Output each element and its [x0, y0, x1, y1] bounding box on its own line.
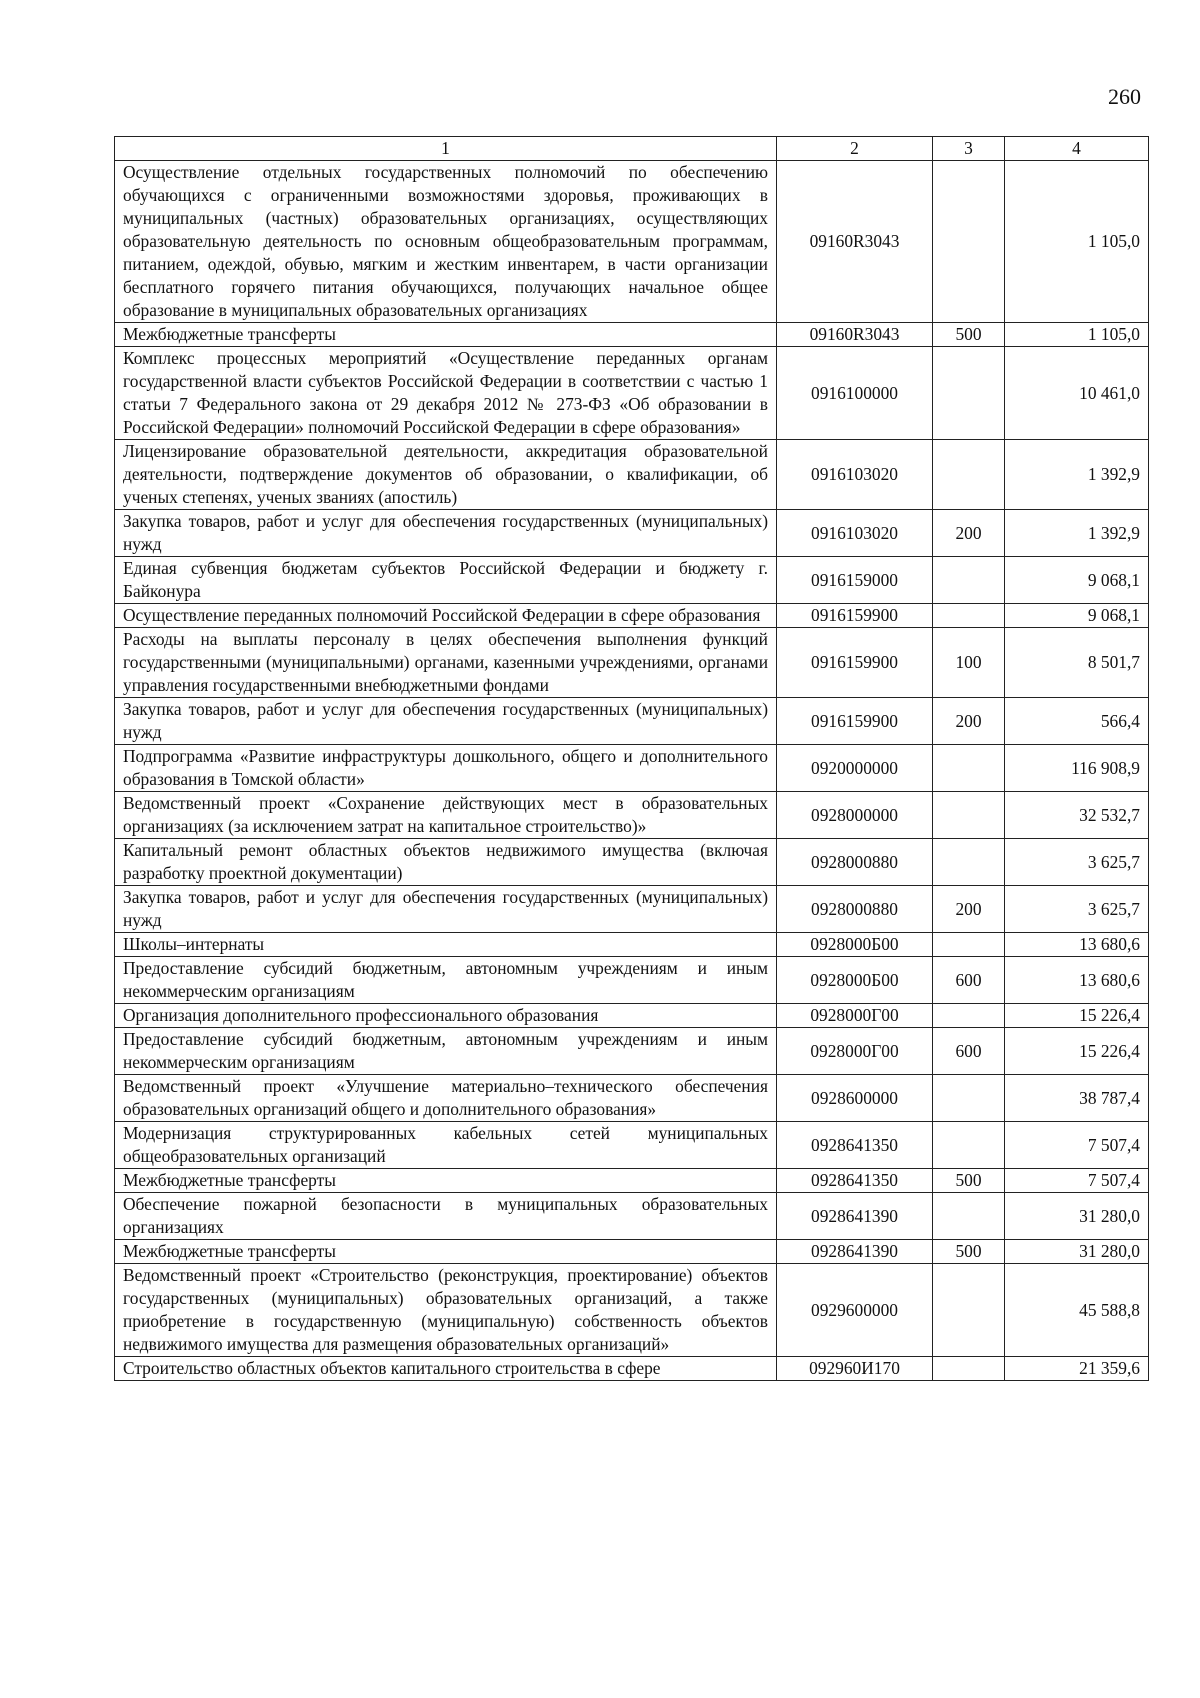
- expense-type-cell: [933, 1075, 1005, 1122]
- amount-cell: 9 068,1: [1005, 604, 1149, 628]
- target-code-cell: 0916159000: [777, 557, 933, 604]
- amount-cell: 32 532,7: [1005, 792, 1149, 839]
- expense-type-cell: [933, 1122, 1005, 1169]
- expense-type-cell: [933, 347, 1005, 440]
- item-name-cell: Ведомственный проект «Сохранение действующих мест в образовательных организациях (за исключением затрат на капитальное строительство)»: [115, 792, 777, 839]
- target-code-cell: 0916103020: [777, 440, 933, 510]
- item-name-cell: Закупка товаров, работ и услуг для обеспечения государственных (муниципальных) нужд: [115, 886, 777, 933]
- amount-cell: 13 680,6: [1005, 933, 1149, 957]
- expense-type-cell: [933, 1357, 1005, 1381]
- target-code-cell: 0929600000: [777, 1264, 933, 1357]
- target-code-cell: 0928641350: [777, 1169, 933, 1193]
- expense-type-cell: 500: [933, 1169, 1005, 1193]
- table-row: [115, 1240, 1149, 1264]
- item-name-cell: Закупка товаров, работ и услуг для обеспечения государственных (муниципальных) нужд: [115, 698, 777, 745]
- amount-cell: 9 068,1: [1005, 557, 1149, 604]
- expense-type-cell: 200: [933, 510, 1005, 557]
- amount-cell: 3 625,7: [1005, 839, 1149, 886]
- amount-cell: 13 680,6: [1005, 957, 1149, 1004]
- expense-type-cell: 200: [933, 886, 1005, 933]
- amount-cell: 8 501,7: [1005, 628, 1149, 698]
- table-row: [115, 698, 1149, 745]
- amount-cell: 566,4: [1005, 698, 1149, 745]
- expense-type-cell: 500: [933, 323, 1005, 347]
- expense-type-cell: [933, 1264, 1005, 1357]
- expense-type-cell: [933, 604, 1005, 628]
- amount-cell: 7 507,4: [1005, 1169, 1149, 1193]
- target-code-cell: 0928000Б00: [777, 933, 933, 957]
- target-code-cell: 0928000000: [777, 792, 933, 839]
- target-code-cell: 092960И170: [777, 1357, 933, 1381]
- item-name-cell: Осуществление отдельных государственных полномочий по обеспечению обучающихся с ограниченными возможностями здоровья, проживающих в муниципальных (частных) образовательных организациях, осуществляющих образовательную деятельность по основным общеобразовательным программам, питанием, одеждой, обувью, мягким и жестким инвентарем, в части организации бесплатного горячего питания обучающихся, получающих начальное общее образование в муниципальных образовательных организациях: [115, 161, 777, 323]
- table-row: [115, 440, 1149, 510]
- table-row: [115, 839, 1149, 886]
- table-row: [115, 161, 1149, 323]
- expense-type-cell: 600: [933, 957, 1005, 1004]
- table-row: [115, 323, 1149, 347]
- target-code-cell: 0928000880: [777, 839, 933, 886]
- table-row: [115, 1264, 1149, 1357]
- target-code-cell: 09160R3043: [777, 323, 933, 347]
- target-code-cell: 0928000Г00: [777, 1004, 933, 1028]
- target-code-cell: 0916159900: [777, 628, 933, 698]
- item-name-cell: Подпрограмма «Развитие инфраструктуры дошкольного, общего и дополнительного образования в Томской области»: [115, 745, 777, 792]
- header-cell-3: 3: [933, 137, 1005, 161]
- table-row: [115, 792, 1149, 839]
- expense-type-cell: [933, 1193, 1005, 1240]
- target-code-cell: 0916103020: [777, 510, 933, 557]
- expense-type-cell: [933, 792, 1005, 839]
- header-cell-1: 1: [115, 137, 777, 161]
- item-name-cell: Закупка товаров, работ и услуг для обеспечения государственных (муниципальных) нужд: [115, 510, 777, 557]
- expense-type-cell: [933, 161, 1005, 323]
- table-row: [115, 745, 1149, 792]
- amount-cell: 7 507,4: [1005, 1122, 1149, 1169]
- target-code-cell: 0920000000: [777, 745, 933, 792]
- item-name-cell: Ведомственный проект «Строительство (реконструкция, проектирование) объектов государственных (муниципальных) образовательных организаций, а также приобретение в государственную (муниципальную) собственность объектов недвижимого имущества для размещения образовательных организаций»: [115, 1264, 777, 1357]
- amount-cell: 1 105,0: [1005, 161, 1149, 323]
- page-number: 260: [1108, 84, 1141, 109]
- amount-cell: 45 588,8: [1005, 1264, 1149, 1357]
- amount-cell: 15 226,4: [1005, 1004, 1149, 1028]
- table-row: [115, 628, 1149, 698]
- item-name-cell: Комплекс процессных мероприятий «Осуществление переданных органам государственной власти субъектов Российской Федерации в соответствии с частью 1 статьи 7 Федерального закона от 29 декабря 2012 № 273-ФЗ «Об образовании в Российской Федерации» полномочий Российской Федерации в сфере образования»: [115, 347, 777, 440]
- table-row: [115, 1357, 1149, 1381]
- item-name-cell: Капитальный ремонт областных объектов недвижимого имущества (включая разработку проектной документации): [115, 839, 777, 886]
- table-row: [115, 957, 1149, 1004]
- item-name-cell: Ведомственный проект «Улучшение материально–технического обеспечения образовательных организаций общего и дополнительного образования»: [115, 1075, 777, 1122]
- target-code-cell: 0916100000: [777, 347, 933, 440]
- item-name-cell: Межбюджетные трансферты: [115, 1240, 777, 1264]
- header-cell-2: 2: [777, 137, 933, 161]
- amount-cell: 31 280,0: [1005, 1193, 1149, 1240]
- item-name-cell: Предоставление субсидий бюджетным, автономным учреждениям и иным некоммерческим организациям: [115, 1028, 777, 1075]
- amount-cell: 3 625,7: [1005, 886, 1149, 933]
- expense-type-cell: [933, 745, 1005, 792]
- item-name-cell: Обеспечение пожарной безопасности в муниципальных образовательных организациях: [115, 1193, 777, 1240]
- table-row: [115, 1193, 1149, 1240]
- table-row: [115, 557, 1149, 604]
- expense-type-cell: 500: [933, 1240, 1005, 1264]
- table-row: [115, 1028, 1149, 1075]
- table-row: [115, 1122, 1149, 1169]
- item-name-cell: Межбюджетные трансферты: [115, 323, 777, 347]
- amount-cell: 1 392,9: [1005, 510, 1149, 557]
- target-code-cell: 0916159900: [777, 604, 933, 628]
- target-code-cell: 0928641390: [777, 1240, 933, 1264]
- target-code-cell: 0928600000: [777, 1075, 933, 1122]
- table-row: [115, 604, 1149, 628]
- amount-cell: 10 461,0: [1005, 347, 1149, 440]
- amount-cell: 116 908,9: [1005, 745, 1149, 792]
- amount-cell: 31 280,0: [1005, 1240, 1149, 1264]
- target-code-cell: 0928641390: [777, 1193, 933, 1240]
- item-name-cell: Предоставление субсидий бюджетным, автономным учреждениям и иным некоммерческим организациям: [115, 957, 777, 1004]
- expense-type-cell: 100: [933, 628, 1005, 698]
- item-name-cell: Организация дополнительного профессионального образования: [115, 1004, 777, 1028]
- target-code-cell: 0928000880: [777, 886, 933, 933]
- item-name-cell: Расходы на выплаты персоналу в целях обеспечения выполнения функций государственными (муниципальными) органами, казенными учреждениями, органами управления государственными внебюджетными фондами: [115, 628, 777, 698]
- table-row: [115, 510, 1149, 557]
- amount-cell: 38 787,4: [1005, 1075, 1149, 1122]
- amount-cell: 1 392,9: [1005, 440, 1149, 510]
- table-row: [115, 1075, 1149, 1122]
- item-name-cell: Модернизация структурированных кабельных сетей муниципальных общеобразовательных организаций: [115, 1122, 777, 1169]
- expense-type-cell: [933, 440, 1005, 510]
- table-header-row: [115, 137, 1149, 161]
- item-name-cell: Лицензирование образовательной деятельности, аккредитация образовательной деятельности, подтверждение документов об образовании, о квалификации, об ученых степенях, ученых званиях (апостиль): [115, 440, 777, 510]
- budget-table: [114, 136, 1149, 1381]
- target-code-cell: 0928000Г00: [777, 1028, 933, 1075]
- item-name-cell: Единая субвенция бюджетам субъектов Российской Федерации и бюджету г. Байконура: [115, 557, 777, 604]
- target-code-cell: 0916159900: [777, 698, 933, 745]
- header-cell-4: 4: [1005, 137, 1149, 161]
- amount-cell: 21 359,6: [1005, 1357, 1149, 1381]
- target-code-cell: 0928641350: [777, 1122, 933, 1169]
- table-row: [115, 933, 1149, 957]
- target-code-cell: 0928000Б00: [777, 957, 933, 1004]
- item-name-cell: Межбюджетные трансферты: [115, 1169, 777, 1193]
- item-name-cell: Строительство областных объектов капитального строительства в сфере: [115, 1357, 777, 1381]
- amount-cell: 15 226,4: [1005, 1028, 1149, 1075]
- target-code-cell: 09160R3043: [777, 161, 933, 323]
- table-row: [115, 1169, 1149, 1193]
- expense-type-cell: [933, 839, 1005, 886]
- table-row: [115, 1004, 1149, 1028]
- table-row: [115, 886, 1149, 933]
- amount-cell: 1 105,0: [1005, 323, 1149, 347]
- expense-type-cell: 200: [933, 698, 1005, 745]
- budget-table-body: [115, 137, 1149, 1381]
- expense-type-cell: [933, 557, 1005, 604]
- expense-type-cell: [933, 933, 1005, 957]
- expense-type-cell: 600: [933, 1028, 1005, 1075]
- table-row: [115, 347, 1149, 440]
- expense-type-cell: [933, 1004, 1005, 1028]
- item-name-cell: Школы–интернаты: [115, 933, 777, 957]
- item-name-cell: Осуществление переданных полномочий Российской Федерации в сфере образования: [115, 604, 777, 628]
